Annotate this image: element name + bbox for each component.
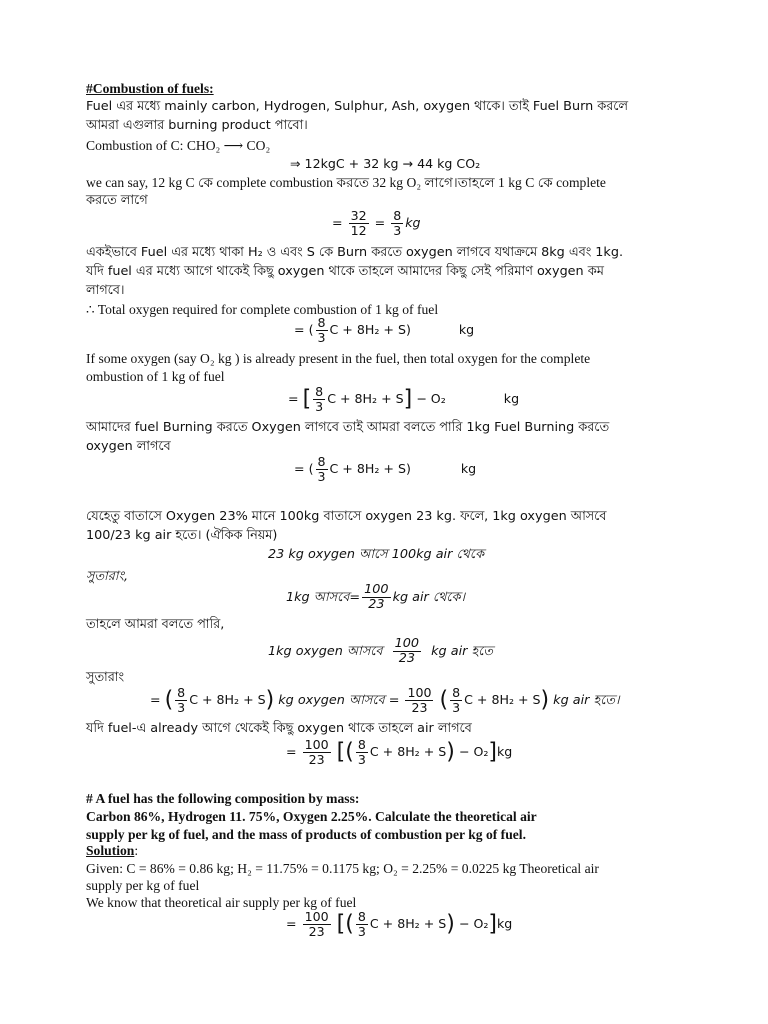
equation-oxygen-less-present: = [ $\frac{8}{3}$ C + 8H₂ + S] − O₂ kg [288, 384, 520, 414]
text-line: Fuel এর মধ্যে mainly carbon, Hydrogen, Sulphur, Ash, oxygen থাকে। তাই Fuel Burn করলে [86, 99, 628, 114]
equation-air-source: 1kg oxygen আসবে $\frac{100}{23}$ kg air হতে [268, 636, 493, 666]
text-line: We know that theoretical air supply per kg of fuel [86, 895, 357, 910]
text-line: যদি fuel-এ already আগে থেকেই কিছু oxygen থাকে তাহলে air লাগবে [86, 721, 472, 736]
text-line: করতে লাগে [86, 193, 148, 208]
text-line: supply per kg of fuel [86, 878, 200, 893]
problem-statement: Carbon 86%, Hydrogen 11. 75%, Oxygen 2.25%. Calculate the theoretical air [86, 809, 537, 824]
equation-theoretical-air: = $\frac{100}{23}$ [( $\frac{8}{3}$ C + 8H₂ + S) − O₂]kg [286, 909, 513, 939]
text-line: তাহলে আমরা বলতে পারি, [86, 617, 225, 632]
text-line: লাগবে। [86, 283, 125, 298]
text-line: Given: C = 86% = 0.86 kg; H₂ = 11.75% = 0.1175 kg; O₂ = 2.25% = 0.0225 kg Theoretical air [86, 861, 599, 876]
equation-total-oxygen: = ( $\frac{8}{3}$ C + 8H₂ + S) kg [294, 315, 475, 345]
text-line: সুতারাং, [86, 569, 129, 584]
text-line: যেহেতু বাতাসে Oxygen 23% মানে 100kg বাতাসে oxygen 23 kg. ফলে, 1kg oxygen আসবে [86, 509, 607, 524]
equation-oxygen-needed: = ( $\frac{8}{3}$ C + 8H₂ + S) kg [294, 454, 477, 484]
equation-air-per-kg-oxygen: 1kg আসবে= $\frac{100}{23}$ kg air থেকে। [286, 582, 466, 612]
equation-line: ⇒ 12kgC + 32 kg → 44 kg CO₂ [290, 156, 481, 171]
text-line: 23 kg oxygen আসে 100kg air থেকে [268, 547, 485, 562]
problem-heading: # A fuel has the following composition by mass: [86, 791, 360, 806]
equation-oxygen-per-kg-carbon: = $\frac{32}{12}$ = $\frac{8}{3}$ kg [332, 208, 421, 238]
text-line: Combustion of C: CHO₂ ⟶ CO₂ [86, 138, 271, 153]
text-line: oxygen লাগবে [86, 439, 171, 454]
text-line: 100/23 kg air হতে। (ঐকিক নিয়ম) [86, 528, 278, 543]
text-line: we can say, 12 kg C কে complete combustion করতে 32 kg O₂ লাগে।তাহলে 1 kg C কে complete [86, 175, 606, 190]
text-line: আমরা এগুলার burning product পাবো। [86, 118, 308, 133]
text-line: ombustion of 1 kg of fuel [86, 369, 225, 384]
text-line: একইভাবে Fuel এর মধ্যে থাকা H₂ ও এবং S কে Burn করতে oxygen লাগবে যথাক্রমে 8kg এবং 1kg. [86, 245, 624, 260]
text-line: সুতারাং [86, 670, 125, 685]
text-line: যদি fuel এর মধ্যে আগে থাকেই কিছু oxygen থাকে তাহলে আমাদের কিছু সেই পরিমাণ oxygen কম [86, 264, 604, 279]
text-line: ∴ Total oxygen required for complete combustion of 1 kg of fuel [86, 302, 439, 317]
section-heading: #Combustion of fuels: [86, 81, 214, 96]
problem-statement: supply per kg of fuel, and the mass of products of combustion per kg of fuel. [86, 827, 526, 842]
text-line: If some oxygen (say O₂ kg ) is already present in the fuel, then total oxygen for the complete [86, 351, 591, 366]
text-line: আমাদের fuel Burning করতে Oxygen লাগবে তাই আমরা বলতে পারি 1kg Fuel Burning করতে [86, 420, 610, 435]
solution-label: Solution: [86, 843, 139, 858]
equation-air-required: = ( $\frac{8}{3}$ C + 8H₂ + S) kg oxygen আসবে = $\frac{100}{23}$ ( $\frac{8}{3}$ C + 8H₂ + S) kg air হতে। [150, 685, 620, 715]
equation-air-with-oxygen: = $\frac{100}{23}$ [( $\frac{8}{3}$ C + 8H₂ + S) − O₂]kg [286, 737, 513, 767]
